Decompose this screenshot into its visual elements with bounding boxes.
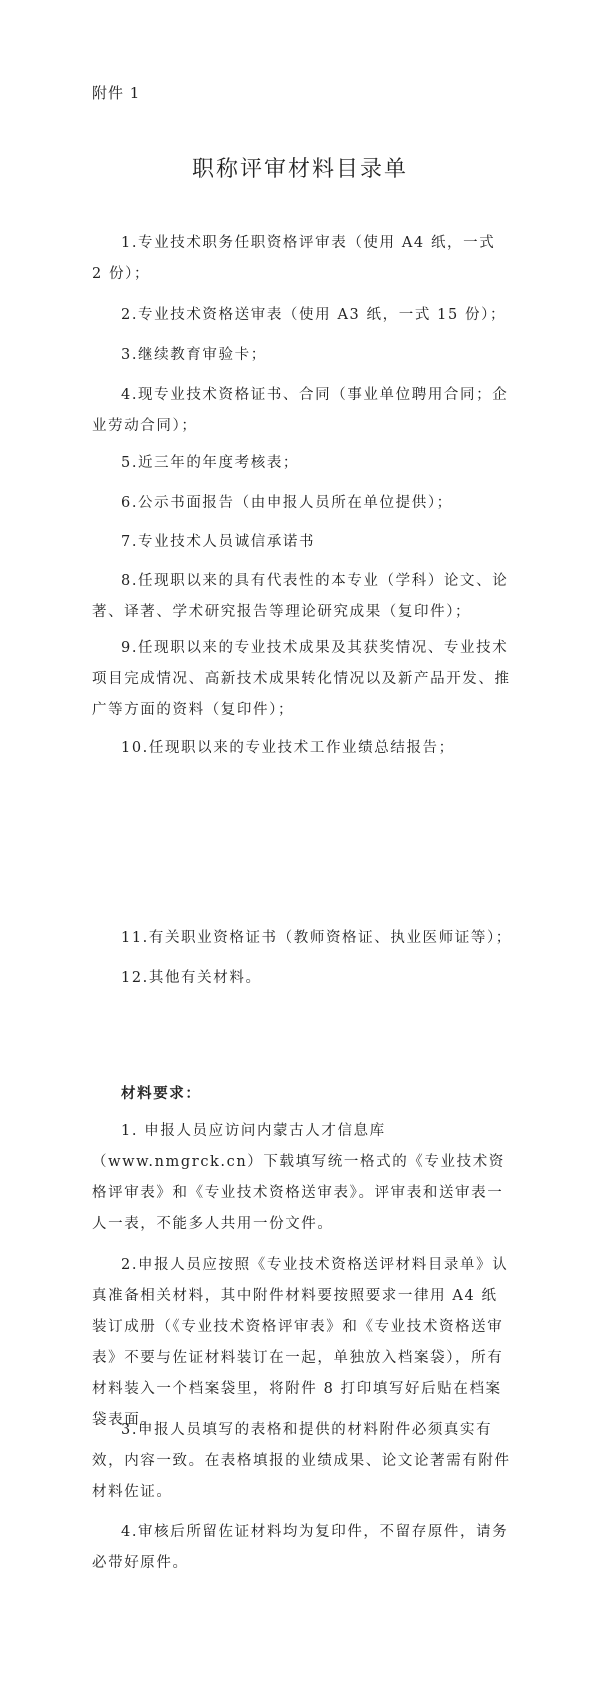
document-title: 职称评审材料目录单 [191,157,408,182]
list-item: 2.专业技术资格送审表（使用 A3 纸，一式 15 份）； [121,307,507,323]
list-item: 5.近三年的年度考核表； [121,455,300,471]
list-item: 3.继续教育审验卡； [121,347,267,363]
list-item: 8.任现职以来的具有代表性的本专业（学科）论文、论著、译著、学术研究报告等理论研究成果（复印件）； [92,573,509,620]
attachment-label: 附件 1 [92,84,141,102]
list-item: 9.任现职以来的专业技术成果及其获奖情况、专业技术项目完成情况、高新技术成果转化情况以及新产品开发、推广等方面的资料（复印件）； [92,640,511,718]
list-item: 4.现专业技术资格证书、合同（事业单位聘用合同；企业劳动合同）； [92,387,509,434]
requirement-paragraph: 1. 申报人员应访问内蒙古人才信息库（www.nmgrck.cn）下载填写统一格式的《专业技术资格评审表》和《专业技术资格送审表》。评审表和送审表一人一表，不能多人共用一份文件。 [92,1123,505,1232]
requirement-paragraph: 4.审核后所留佐证材料均为复印件，不留存原件，请务必带好原件。 [92,1524,509,1571]
requirements-heading: 材料要求： [121,1085,202,1102]
list-item: 10.任现职以来的专业技术工作业绩总结报告； [121,740,455,756]
list-item: 1.专业技术职务任职资格评审表（使用 A4 纸，一式 2 份）； [92,235,496,282]
requirement-paragraph: 2.申报人员应按照《专业技术资格送评材料目录单》认真准备相关材料，其中附件材料要按照要求一律用 A4 纸装订成册（《专业技术资格评审表》和《专业技术资格送审表》不要与佐证材料装订在一起，单独放入档案袋），所有材料装入一个档案袋里，将附件 8 打印填写好后贴在档案袋表面。 [92,1257,509,1428]
list-item: 11.有关职业资格证书（教师资格证、执业医师证等）； [121,930,512,946]
list-item: 12.其他有关材料。 [121,970,262,986]
list-item: 6.公示书面报告（由申报人员所在单位提供）； [121,495,453,511]
list-item: 7.专业技术人员诚信承诺书 [121,534,316,550]
requirement-paragraph: 3.申报人员填写的表格和提供的材料附件必须真实有效，内容一致。在表格填报的业绩成果、论文论著需有附件材料佐证。 [92,1422,511,1500]
